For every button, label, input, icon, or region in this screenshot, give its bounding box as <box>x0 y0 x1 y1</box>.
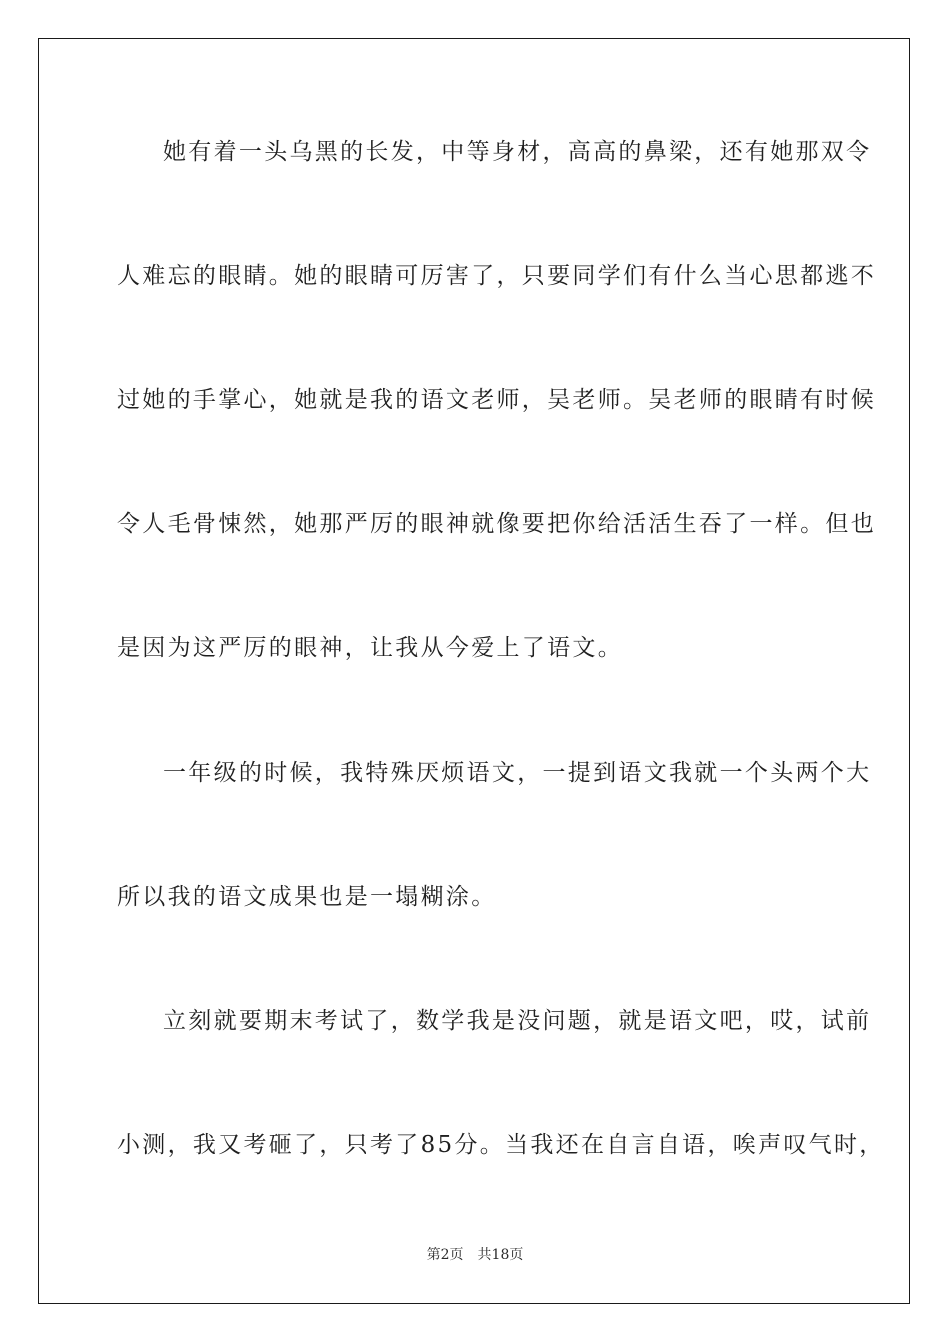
paragraph-1-line-1: 她有着一头乌黑的长发，中等身材，高高的鼻梁，还有她那双令 <box>163 139 872 165</box>
page-number: 第2页 <box>426 1247 464 1263</box>
paragraph-2-line-2: 所以我的语文成果也是一塌糊涂。 <box>117 884 497 910</box>
page-footer <box>0 1246 950 1264</box>
paragraph-2-line-1: 一年级的时候，我特殊厌烦语文，一提到语文我就一个头两个大 <box>163 760 872 786</box>
paragraph-1-line-5: 是因为这严厉的眼神，让我从今爱上了语文。 <box>117 635 623 661</box>
page-border <box>38 38 910 1304</box>
paragraph-1-line-2: 人难忘的眼睛。她的眼睛可厉害了，只要同学们有什么当心思都逃不 <box>117 263 876 289</box>
paragraph-1-line-4: 令人毛骨悚然，她那严厉的眼神就像要把你给活活生吞了一样。但也 <box>117 511 876 537</box>
paragraph-1-line-3: 过她的手掌心，她就是我的语文老师，吴老师。吴老师的眼睛有时候 <box>117 387 876 413</box>
page-total: 共18页 <box>477 1247 524 1263</box>
paragraph-3-line-2: 小测，我又考砸了，只考了85分。当我还在自言自语，唉声叹气时， <box>117 1132 885 1158</box>
paragraph-3-line-1: 立刻就要期末考试了，数学我是没问题，就是语文吧，哎，试前 <box>163 1008 872 1034</box>
